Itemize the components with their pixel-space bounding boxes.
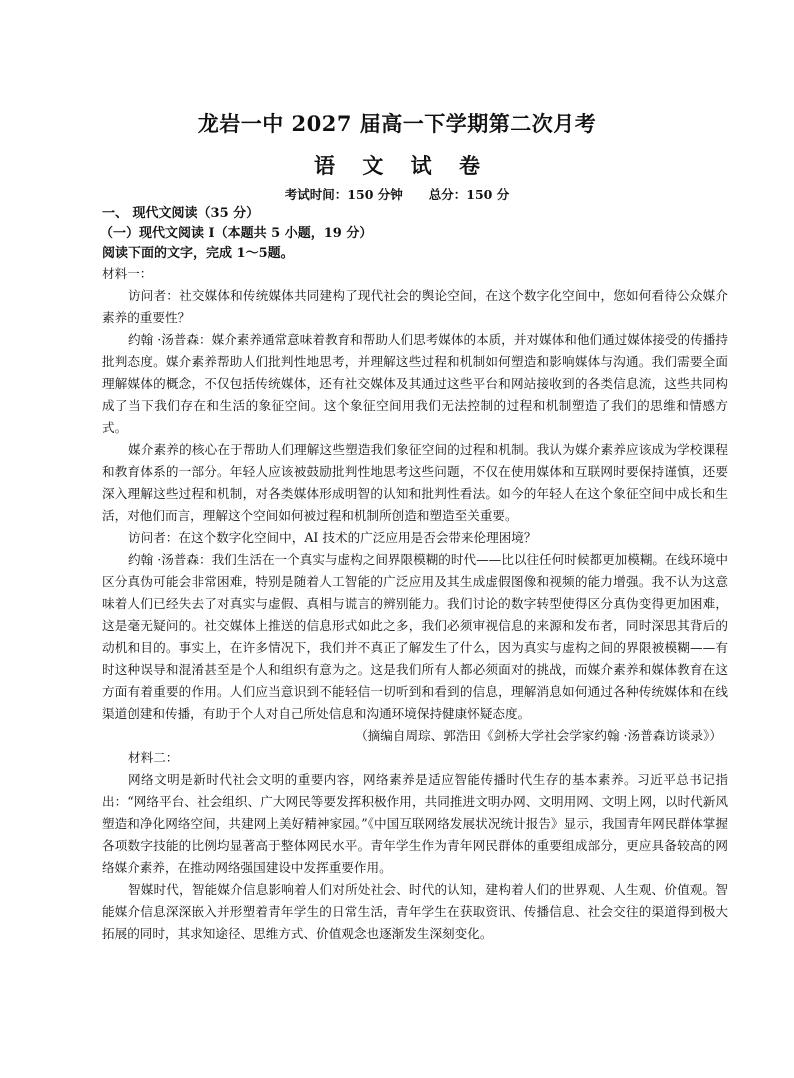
subsection-heading: （一）现代文阅读 I（本题共 5 小题，19 分） [100, 226, 373, 241]
exam-subtitle: 语 文 试 卷 [314, 153, 490, 178]
paragraph: 智媒时代，智能媒介信息影响着人们对所处社会、时代的认知，建构着人们的世界观、人生观、价值观。智能媒介信息深深嵌入并形塑着青年学生的日常生活，青年学生在获取资讯、传播信息、社会交往的渠道得到极大拓展的同时，其求知途径、思维方式、价值观念也逐渐发生深刻变化。 [102, 882, 728, 941]
paragraph: 网络文明是新时代社会文明的重要内容，网络素养是适应智能传播时代生存的基本素养。习近平总书记指出：“网络平台、社会组织、广大网民等要发挥积极作用，共同推进文明办网、文明用网、文明上网，以时代新风塑造和净化网络空间，共建网上美好精神家园。”《中国互联网络发展状况统计报告》显示，我国青年网民群体掌握各项数字技能的比例均显著高于整体网民水平。青年学生作为青年网民群体的重要组成部分，更应具备较高的网络媒介素养，在推动网络强国建设中发挥重要作用。 [102, 772, 728, 875]
paragraph: 访问者：在这个数字化空间中，AI 技术的广泛应用是否会带来伦理困境？ [128, 530, 537, 545]
paragraph: 约翰 ·汤普森：我们生活在一个真实与虚构之间界限模糊的时代——比以往任何时候都更加模糊。在线环境中区分真伪可能会非常困难，特别是随着人工智能的广泛应用及其生成虚假图像和视频的能力增强。我不认为这意味着人们已经失去了对真实与虚假、真相与谎言的辨别能力。我们讨论的数字转型使得区分真伪变得更加困难，这是毫无疑问的。社交媒体上推送的信息形式如此之多，我们必须审视信息的来源和发布者，同时深思其背后的动机和目的。事实上，在许多情况下，我们并不真正了解发生了什么，因为真实与虚构之间的界限被模糊——有时这种误导和混淆甚至是个人和组织有意为之。这是我们所有人都必须面对的挑战，而媒介素养和媒体教育在这方面有着重要的作用。人们应当意识到不能轻信一切听到和看到的信息，理解消息如何通过各种传统媒体和在线渠道创建和传播，有助于个人对自己所处信息和沟通环境保持健康怀疑态度。 [102, 552, 728, 721]
paragraph: 访问者：社交媒体和传统媒体共同建构了现代社会的舆论空间，在这个数字化空间中，您如何看待公众媒介素养的重要性？ [102, 288, 728, 325]
source-citation: （摘编自周琮、郭浩田《剑桥大学社会学家约翰 ·汤普森访谈录》） [355, 728, 722, 743]
paragraph: 约翰 ·汤普森：媒介素养通常意味着教育和帮助人们思考媒体的本质，并对媒体和他们通过媒体接受的传播持批判态度。媒介素养帮助人们批判性地思考，并理解这些过程和机制如何塑造和影响媒体与沟通。我们需要全面理解媒体的概念，不仅包括传统媒体，还有社交媒体及其通过这些平台和网站接收到的各类信息流，这些共同构成了当下我们存在和生活的象征空间。这个象征空间用我们无法控制的过程和机制塑造了我们的思维和情感方式。 [102, 332, 728, 435]
reading-passage [102, 263, 728, 945]
section-heading: 一、 现代文阅读（35 分） [102, 206, 260, 221]
exam-title: 龙岩一中 2027 届高一下学期第二次月考 [197, 111, 597, 136]
reading-instruction: 阅读下面的文字，完成 1～5题。 [102, 246, 294, 261]
material1-label: 材料一： [102, 266, 153, 281]
total-score: 总分：150 分 [428, 187, 510, 202]
material2-label: 材料二： [128, 750, 179, 765]
exam-meta [0, 185, 794, 203]
exam-time: 考试时间：150 分钟 [284, 187, 403, 202]
paragraph: 媒介素养的核心在于帮助人们理解这些塑造我们象征空间的过程和机制。我认为媒介素养应该成为学校课程和教育体系的一部分。年轻人应该被鼓励批判性地思考这些问题，不仅在使用媒体和互联网时要保持谨慎，还要深入理解这些过程和机制，对各类媒体形成明智的认知和批判性看法。如今的年轻人在这个象征空间中成长和生活，对他们而言，理解这个空间如何被过程和机制所创造和塑造至关重要。 [102, 442, 728, 523]
